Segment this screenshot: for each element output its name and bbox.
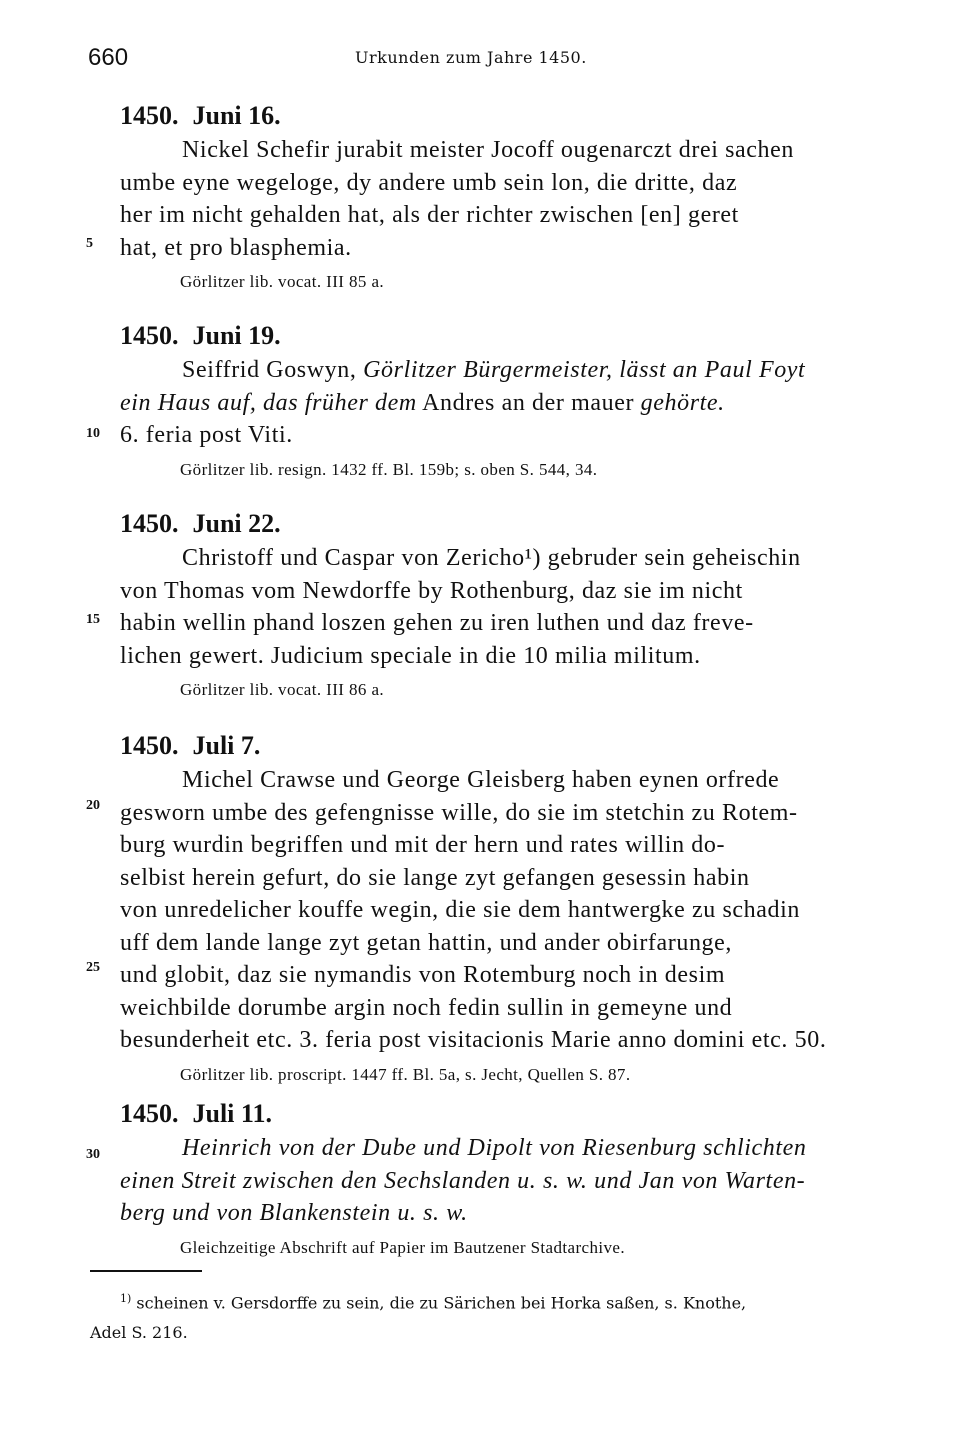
entry-text (120, 134, 878, 264)
entry-date (120, 318, 878, 354)
text-line: 6. feria post Viti. (120, 422, 293, 448)
line-number-5: 5 (86, 236, 93, 251)
entry-1450-juni-22 (120, 506, 878, 700)
footnote-line: Adel S. 216. (90, 1323, 188, 1343)
footnote-line: $^{1)}$ scheinen v. Gersdorffe zu sein, die zu Särichen bei Horka saßen, s. Knothe, (120, 1292, 747, 1313)
text-line: berg und von Blankenstein u. s. w. (120, 1200, 468, 1226)
text-line: Michel Crawse und George Gleisberg haben eynen orfrede (182, 767, 780, 793)
text-line: lichen gewert. Judicium speciale in die 10 milia militum. (120, 642, 701, 669)
line-number-15: 15 (86, 612, 100, 627)
entry-year: 1450. (120, 1099, 179, 1128)
text-line: Christoff und Caspar von Zericho¹) gebruder sein geheischin (182, 545, 801, 571)
entry-year: 1450. (120, 509, 179, 538)
text-line: Seiffrid Goswyn, Görlitzer Bürgermeister, lässt an Paul Foyt (182, 357, 806, 383)
text-line: gesworn umbe des gefengnisse wille, do sie im stetchin zu Rotem- (120, 799, 798, 826)
line-number-30: 30 (86, 1147, 100, 1162)
page-header (88, 44, 878, 80)
line-number-25: 25 (86, 960, 100, 975)
entry-text (120, 1132, 878, 1230)
text-line: uff dem lande lange zyt getan hattin, und ander obirfarunge, (120, 929, 733, 956)
entry-1450-juni-19 (120, 318, 878, 480)
text-line: von unredelicher kouffe wegin, die sie dem hantwergke zu schadin (120, 897, 800, 923)
page-number: 660 (88, 44, 129, 71)
entry-1450-juni-16 (120, 98, 878, 292)
entry-year: 1450. (120, 321, 179, 350)
footnote (90, 1284, 878, 1348)
entry-day: Juni 16. (192, 101, 281, 130)
source-citation: Gleichzeitige Abschrift auf Papier im Bautzener Stadtarchive. (180, 1237, 625, 1257)
entry-text (120, 354, 878, 452)
text-line: habin wellin phand loszen gehen zu iren luthen und daz freve- (120, 610, 754, 636)
source-citation: Görlitzer lib. vocat. III 85 a. (180, 272, 385, 291)
text-line: her im nicht gehalden hat, als der richter zwischen [en] geret (120, 202, 739, 228)
running-head: Urkunden zum Jahre 1450. (355, 48, 587, 67)
entry-1450-juli-11 (120, 1096, 878, 1258)
entry-text (120, 764, 878, 1057)
text-line: besunderheit etc. 3. feria post visitacionis Marie anno domini etc. 50. (120, 1027, 827, 1053)
entry-day: Juni 22. (192, 509, 281, 538)
footnote-marker: 1) (120, 1292, 132, 1305)
text-line: hat, et pro blasphemia. (120, 234, 352, 261)
entry-year: 1450. (120, 101, 179, 130)
footnote-divider (90, 1270, 202, 1272)
text-line: selbist herein gefurt, do sie lange zyt gefangen gesessin habin (120, 864, 750, 891)
text-line: von Thomas vom Newdorffe by Rothenburg, daz sie im nicht (120, 577, 743, 604)
entry-day: Juni 19. (192, 321, 281, 350)
text-line: weichbilde dorumbe argin noch fedin sullin in gemeyne und (120, 994, 733, 1021)
entry-date (120, 506, 878, 542)
source-citation: Görlitzer lib. proscript. 1447 ff. Bl. 5a, s. Jecht, Quellen S. 87. (180, 1064, 631, 1084)
source-citation: Görlitzer lib. vocat. III 86 a. (180, 680, 385, 699)
line-number-10: 10 (86, 426, 100, 441)
entry-date (120, 728, 878, 764)
entry-date (120, 1096, 878, 1132)
text-line: und globit, daz sie nymandis von Rotemburg noch in desim (120, 962, 726, 988)
entry-text (120, 542, 878, 672)
entry-day: Juli 7. (192, 731, 261, 760)
text-line: burg wurdin begriffen und mit der hern und rates willin do- (120, 832, 726, 858)
entry-year: 1450. (120, 731, 179, 760)
source-citation: Görlitzer lib. resign. 1432 ff. Bl. 159b; s. oben S. 544, 34. (180, 459, 598, 479)
entry-date (120, 98, 878, 134)
text-line: einen Streit zwischen den Sechslanden u. s. w. und Jan von Warten- (120, 1167, 806, 1194)
entry-1450-juli-7 (120, 728, 878, 1085)
entry-day: Juli 11. (192, 1099, 272, 1128)
text-line: Heinrich von der Dube und Dipolt von Riesenburg schlichten (182, 1135, 807, 1161)
text-line: ein Haus auf, das früher dem Andres an der mauer gehörte. (120, 389, 725, 416)
text-line: umbe eyne wegeloge, dy andere umb sein lon, die dritte, daz (120, 169, 738, 196)
text-line: Nickel Schefir jurabit meister Jocoff ougenarczt drei sachen (182, 137, 794, 163)
line-number-20: 20 (86, 798, 100, 813)
